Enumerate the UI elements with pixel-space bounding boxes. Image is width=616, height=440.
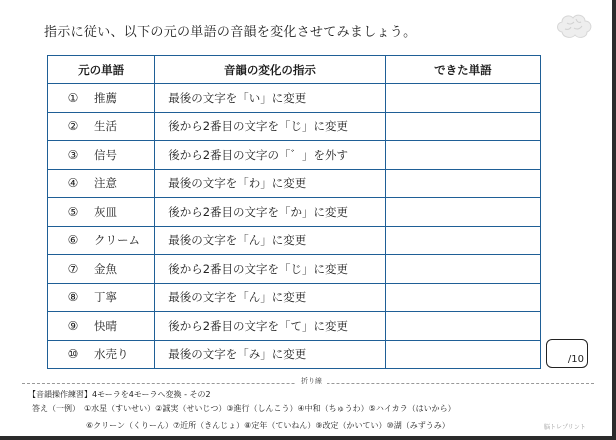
table-header-row [48,56,541,84]
brain-icon [554,12,594,42]
original-word: 信号 [94,147,117,162]
original-word: 快晴 [94,318,117,333]
instruction-cell: 最後の文字を「わ」に変更 [155,169,385,198]
answer-key-line-2: ⑥クリーン（くりーん）⑦近所（きんじょ）⑧定年（ていねん）⑨改定（かいてい）⑩湖（みずうみ） [86,421,450,430]
row-number: ⑩ [67,347,79,362]
answer-cell[interactable] [385,112,540,141]
worksheet-instruction: 指示に従い、以下の元の単語の音韻を変化させてみましょう。 [44,25,417,40]
answer-cell[interactable] [385,84,540,113]
instruction-cell: 最後の文字を「み」に変更 [155,340,385,369]
word-cell [48,312,155,341]
table-row [48,312,541,341]
instruction-cell: 後から2番目の文字を「じ」に変更 [155,112,385,141]
word-cell [48,340,155,369]
table-row [48,112,541,141]
word-cell [48,255,155,284]
row-number: ⑦ [67,261,79,276]
original-word: 推薦 [94,90,117,105]
row-number: ② [67,119,79,134]
instruction-cell: 最後の文字を「ん」に変更 [155,226,385,255]
row-number: ⑥ [67,233,79,248]
row-number: ④ [67,176,79,191]
answer-cell[interactable] [385,340,540,369]
row-number: ⑨ [67,318,79,333]
answer-cell[interactable] [385,141,540,170]
answer-key-line-1: 答え（一例） ①水星（すいせい）②誠実（せいじつ）③進行（しんこう）④中和（ちゅうわ）⑤ハイカラ（はいから） [32,404,456,413]
header-original-word: 元の単語 [48,56,155,84]
instruction-cell: 後から2番目の文字を「て」に変更 [155,312,385,341]
answer-title: 【音韻操作練習】4モーラを4モーラへ変換 - その2 [28,390,211,399]
row-number: ③ [67,147,79,162]
row-number: ⑤ [67,204,79,219]
score-total: /10 [567,354,584,365]
fold-line-label: 折り線 [296,376,327,386]
original-word: 生活 [94,119,117,134]
row-number: ⑧ [67,290,79,305]
header-instruction: 音韻の変化の指示 [155,56,385,84]
answer-cell[interactable] [385,283,540,312]
word-cell [48,112,155,141]
word-cell [48,283,155,312]
answer-cell[interactable] [385,226,540,255]
original-word: 灰皿 [94,204,117,219]
table-row [48,169,541,198]
word-cell [48,226,155,255]
table-row [48,340,541,369]
original-word: 水売り [94,347,129,362]
original-word: 金魚 [94,261,117,276]
header-result-word: できた単語 [385,56,540,84]
table-row [48,226,541,255]
instruction-cell: 最後の文字を「ん」に変更 [155,283,385,312]
answer-cell[interactable] [385,198,540,227]
table-row [48,198,541,227]
original-word: 丁寧 [94,290,117,305]
table-row [48,283,541,312]
word-cell [48,198,155,227]
word-cell [48,141,155,170]
answer-cell[interactable] [385,255,540,284]
row-number: ① [67,90,79,105]
word-cell [48,169,155,198]
table-row [48,84,541,113]
table-row [48,141,541,170]
answer-cell[interactable] [385,312,540,341]
original-word: 注意 [94,176,117,191]
word-cell [48,84,155,113]
worksheet-table [47,55,541,369]
instruction-cell: 後から2番目の文字を「か」に変更 [155,198,385,227]
brand-label: 脳トレプリント [544,424,586,431]
instruction-cell: 後から2番目の文字の「゛」を外す [155,141,385,170]
answer-cell[interactable] [385,169,540,198]
score-box[interactable] [546,339,588,368]
instruction-cell: 後から2番目の文字を「じ」に変更 [155,255,385,284]
table-row [48,255,541,284]
original-word: クリーム [94,233,140,248]
instruction-cell: 最後の文字を「い」に変更 [155,84,385,113]
